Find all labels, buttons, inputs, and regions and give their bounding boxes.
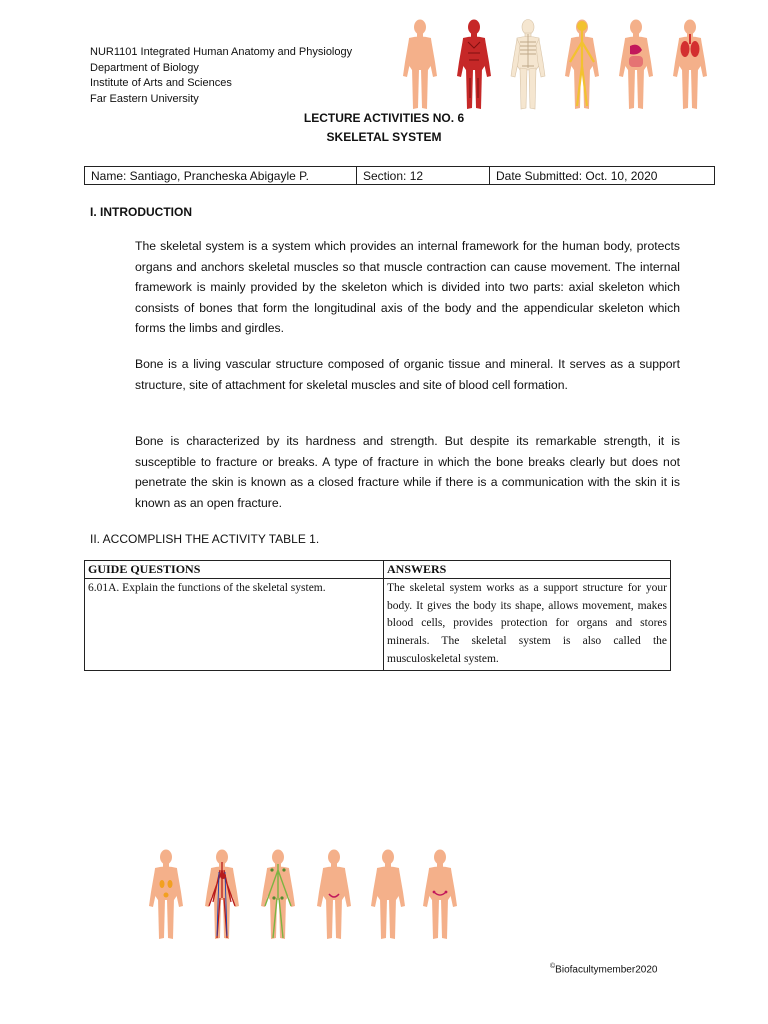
intro-paragraph-3: Bone is characterized by its hardness and strength. But despite its remarkable strength, it is susceptible to fracture or breaks. A type of fracture in which the bone breaks clearly but does not penetrate the skin is known as a closed fracture while if there is a communication with the skin it is known as an open fracture. (135, 434, 680, 510)
course-header (90, 45, 352, 107)
reproductive-system-icon (423, 850, 457, 940)
column-header-answers: ANSWERS (384, 561, 671, 579)
activity-heading: II. ACCOMPLISH THE ACTIVITY TABLE 1. (90, 532, 320, 546)
reproductive-system-icon (317, 850, 351, 940)
student-name: Name: Santiago, Prancheska Abigayle P. (85, 167, 357, 184)
circulatory-system-icon (205, 850, 239, 940)
student-info-row (84, 166, 715, 185)
muscular-system-icon (457, 20, 491, 110)
answer-cell: The skeletal system works as a support structure for your body. It gives the body its shape, allows movement, makes blood cells, provides protection for organs and stores minerals. The skeletal system is also called the musculoskeletal system. (384, 579, 671, 671)
activity-table (84, 560, 671, 671)
intro-paragraph-2: Bone is a living vascular structure composed of organic tissue and mineral. It serves as a support structure, site of attachment for skeletal muscles and site of blood cell formation. (135, 357, 680, 392)
copyright-symbol: © (550, 963, 556, 970)
respiratory-system-icon (673, 20, 707, 110)
digestive-system-icon (619, 20, 653, 110)
table-header-row (85, 561, 671, 579)
student-section: Section: 12 (357, 167, 490, 184)
lymphatic-system-icon (261, 850, 295, 940)
institute: Institute of Arts and Sciences (90, 77, 232, 89)
date-submitted: Date Submitted: Oct. 10, 2020 (496, 169, 658, 183)
nervous-system-icon (565, 20, 599, 110)
guide-question-cell: 6.01A. Explain the functions of the skeletal system. (85, 579, 384, 671)
column-header-guide-questions: GUIDE QUESTIONS (85, 561, 384, 579)
intro-paragraph-1: The skeletal system is a system which provides an internal framework for the human body, protects organs and anchors skeletal muscles so that muscle contraction can cause movement. The internal framework is mainly provided by the skeleton which is divided into two parts: axial skeleton which consists of bones that form the longitudinal axis of the body and the appendicular skeleton which forms the limbs and girdles. (135, 239, 680, 336)
urinary-system-icon (149, 850, 183, 940)
course-title: NUR1101 Integrated Human Anatomy and Physiology (90, 46, 353, 58)
department: Department of Biology (90, 61, 199, 74)
copyright-notice (550, 963, 657, 975)
body-systems-illustration-top (396, 18, 716, 114)
human-body-icon (403, 20, 437, 110)
university: Far Eastern University (90, 92, 199, 105)
skeletal-system-icon (511, 20, 545, 110)
topic-title: SKELETAL SYSTEM (326, 130, 442, 144)
copyright-text: Biofacultymember2020 (555, 964, 658, 976)
table-row (85, 579, 671, 671)
introduction-heading: I. INTRODUCTION (90, 205, 192, 219)
human-body-icon (371, 850, 405, 940)
body-systems-illustration-bottom (140, 848, 470, 940)
activity-title: LECTURE ACTIVITIES NO. 6 (303, 111, 465, 125)
